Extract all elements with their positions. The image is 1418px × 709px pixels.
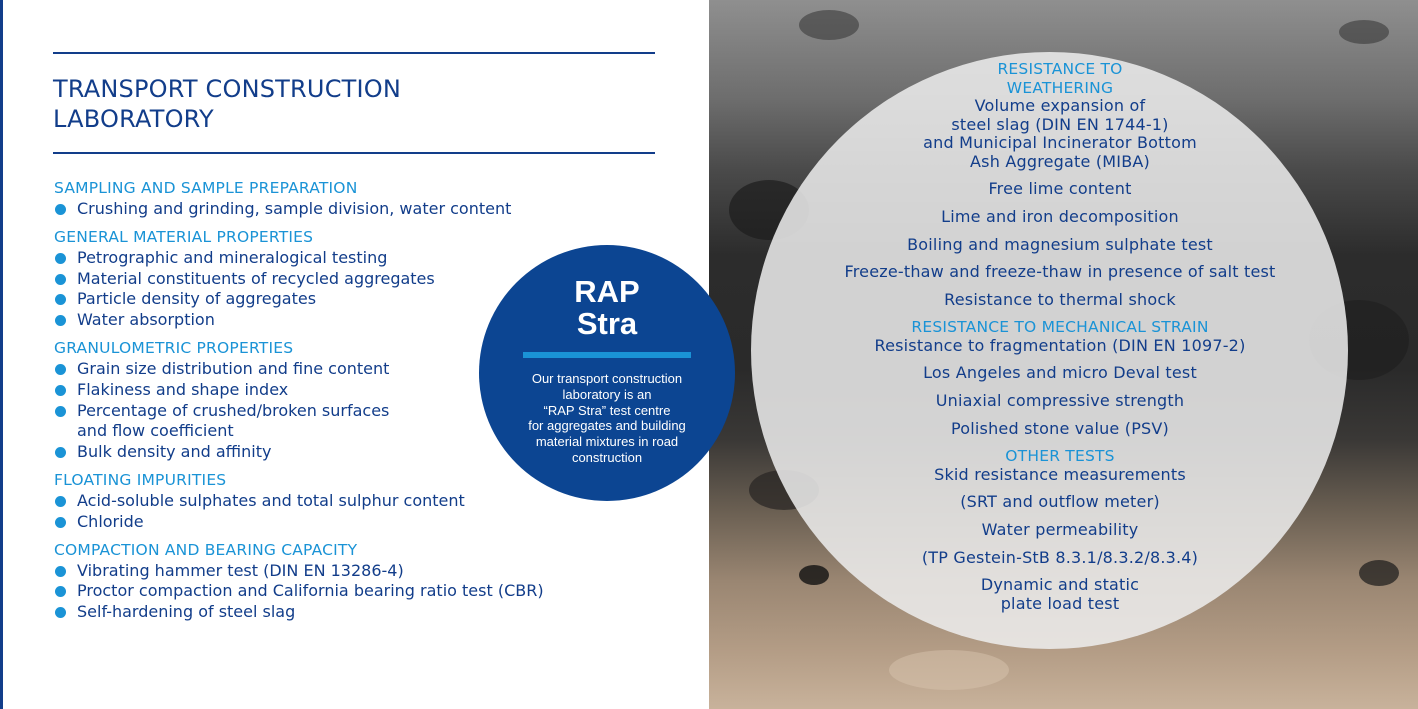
list-item-text: Crushing and grinding, sample division, water content — [77, 199, 512, 218]
title-top-rule — [53, 52, 655, 54]
list-item-text: Particle density of aggregates — [77, 289, 317, 309]
bullet-icon — [55, 274, 66, 285]
badge-title-line: RAP — [574, 274, 640, 309]
section-heading: GENERAL MATERIAL PROPERTIES — [54, 227, 314, 246]
list-item-text: Vibrating hammer test (DIN EN 13286-4) — [77, 560, 404, 580]
circle-text-line: Dynamic and static — [980, 575, 1140, 595]
bullet-icon — [55, 566, 66, 577]
circle-text-line: steel slag (DIN EN 1744-1) — [951, 114, 1169, 134]
bullet-icon — [55, 517, 66, 528]
circle-text-line: (TP Gestein-StB 8.3.1/8.3.2/8.3.4) — [921, 547, 1199, 567]
bullet-icon — [55, 447, 66, 458]
list-item — [54, 512, 654, 533]
section-heading: GRANULOMETRIC PROPERTIES — [54, 338, 294, 357]
circle-text-line: Polished stone value (PSV) — [950, 418, 1169, 438]
badge-text-line: construction — [571, 449, 643, 465]
circle-text-line: Freeze-thaw and freeze-thaw in presence of salt test — [844, 262, 1276, 282]
circle-list-item — [800, 97, 1320, 171]
bullet-icon — [55, 586, 66, 597]
circle-list-item — [800, 208, 1320, 227]
badge-text-line: for aggregates and building — [528, 418, 686, 434]
circle-list-item — [800, 236, 1320, 255]
circle-text-line: plate load test — [1000, 593, 1120, 613]
circle-list-item — [800, 364, 1320, 383]
page-title — [53, 74, 401, 134]
circle-section-heading — [800, 60, 1320, 97]
list-item-text: Proctor compaction and California bearing ratio test (CBR) — [77, 581, 544, 601]
circle-list-item — [800, 180, 1320, 199]
badge-divider — [523, 352, 691, 358]
circle-text-line: Free lime content — [988, 179, 1132, 199]
circle-list-item — [800, 392, 1320, 411]
circle-list-item — [800, 291, 1320, 310]
section-heading: COMPACTION AND BEARING CAPACITY — [54, 540, 358, 559]
section-heading: FLOATING IMPURITIES — [54, 470, 227, 489]
circle-list-item — [800, 337, 1320, 356]
circle-text-line: Skid resistance measurements — [934, 464, 1186, 484]
badge-text-line: Our transport construction — [531, 371, 683, 386]
circle-section-heading — [800, 447, 1320, 466]
circle-list-item — [800, 576, 1320, 613]
list-item — [54, 602, 654, 623]
circle-text-line: Resistance to thermal shock — [944, 289, 1176, 309]
bullet-icon — [55, 253, 66, 264]
list-item — [54, 199, 654, 220]
circle-text-line: and Municipal Incinerator Bottom — [923, 133, 1197, 153]
bullet-icon — [55, 406, 66, 417]
section-heading: SAMPLING AND SAMPLE PREPARATION — [54, 179, 358, 197]
circle-text-line: Ash Aggregate (MIBA) — [970, 151, 1150, 171]
bullet-icon — [55, 364, 66, 375]
stone-texture — [799, 10, 859, 40]
page-title-line: LABORATORY — [53, 105, 214, 133]
badge-text-line: material mixtures in road — [535, 434, 679, 450]
list-item-text: Flakiness and shape index — [77, 379, 289, 399]
stone-texture — [1359, 560, 1399, 586]
circle-text-line: OTHER TESTS — [1005, 447, 1115, 466]
circle-text-line: (SRT and outflow meter) — [960, 492, 1160, 512]
list-item-text: Grain size distribution and fine content — [77, 358, 390, 378]
stone-texture — [889, 650, 1009, 690]
badge-description — [499, 371, 715, 466]
list-item-text: Acid-soluble sulphates and total sulphur content — [77, 490, 465, 510]
list-item-text: Chloride — [77, 511, 144, 531]
circle-section-heading — [800, 318, 1320, 337]
circle-text-line: RESISTANCE TO — [997, 60, 1123, 78]
circle-text-line: WEATHERING — [1006, 78, 1114, 97]
circle-text-line: Volume expansion of — [974, 96, 1146, 115]
list-item-text: Self-hardening of steel slag — [77, 602, 296, 622]
page-title-line: TRANSPORT CONSTRUCTION — [53, 75, 402, 103]
stone-texture — [1339, 20, 1389, 44]
list-item-text-continued: and flow coefficient — [77, 421, 234, 441]
bullet-icon — [55, 607, 66, 618]
circle-list-item — [800, 466, 1320, 485]
badge-text-line: laboratory is an — [562, 386, 652, 402]
circle-text-line: Lime and iron decomposition — [941, 206, 1179, 226]
list-item-text: Percentage of crushed/broken surfaces — [77, 400, 390, 420]
bullet-icon — [55, 294, 66, 305]
section-sampling — [54, 178, 654, 220]
bullet-icon — [55, 204, 66, 215]
circle-text-line: Uniaxial compressive strength — [935, 391, 1185, 411]
circle-list-item — [800, 549, 1320, 568]
bullet-icon — [55, 385, 66, 396]
badge-title-line: Stra — [576, 306, 638, 341]
circle-text-line: Boiling and magnesium sulphate test — [907, 234, 1213, 254]
tests-circle-content — [800, 52, 1320, 613]
list-item — [54, 491, 654, 512]
bullet-icon — [55, 496, 66, 507]
circle-list-item — [800, 521, 1320, 540]
list-item — [54, 561, 654, 582]
section-compaction — [54, 540, 654, 623]
list-item-text: Material constituents of recycled aggregates — [77, 268, 435, 288]
left-edge-bar — [0, 0, 3, 709]
badge-text-line: “RAP Stra” test centre — [543, 402, 671, 418]
circle-text-line: Los Angeles and micro Deval test — [923, 363, 1197, 383]
bullet-icon — [55, 315, 66, 326]
title-bottom-rule — [53, 152, 655, 154]
list-item-text: Bulk density and affinity — [77, 442, 272, 462]
list-item-text: Petrographic and mineralogical testing — [77, 247, 388, 267]
circle-text-line: Resistance to fragmentation (DIN EN 1097-2) — [874, 335, 1246, 355]
list-item-text: Water absorption — [77, 310, 215, 330]
circle-list-item — [800, 263, 1320, 282]
circle-text-line: RESISTANCE TO MECHANICAL STRAIN — [911, 318, 1209, 337]
badge-title — [479, 276, 735, 340]
circle-list-item — [800, 493, 1320, 512]
list-item — [54, 581, 654, 602]
circle-text-line: Water permeability — [981, 519, 1139, 539]
circle-list-item — [800, 420, 1320, 439]
